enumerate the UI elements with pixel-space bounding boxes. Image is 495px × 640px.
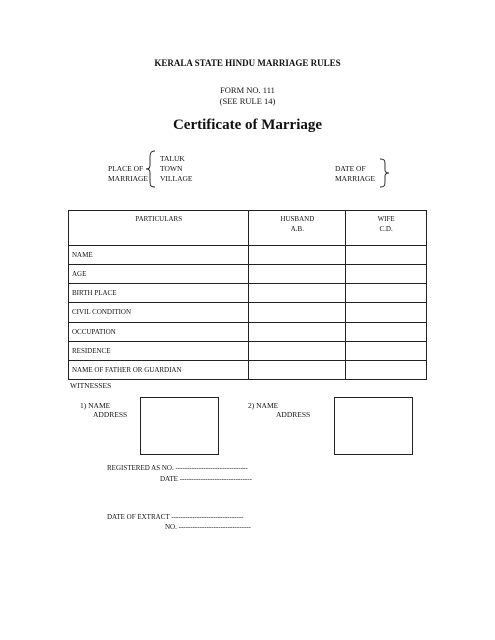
wife-name-cell[interactable]	[346, 246, 427, 265]
registered-as-line: REGISTERED AS NO. -------------------------------	[107, 464, 248, 472]
row-label-occupation: OCCUPATION	[69, 322, 249, 341]
table-row	[69, 303, 427, 322]
wife-occupation-cell[interactable]	[346, 322, 427, 341]
table-row	[69, 265, 427, 284]
registration-date-line: DATE -------------------------------	[160, 475, 252, 483]
date-of-label-line2: MARRIAGE	[335, 174, 376, 183]
witness1-signature-box[interactable]	[140, 397, 219, 455]
wife-father-guardian-cell[interactable]	[346, 360, 427, 379]
table-row	[69, 284, 427, 303]
witness2-address-label: ADDRESS	[276, 410, 311, 419]
row-label-age: AGE	[69, 265, 249, 284]
husband-birth-place-cell[interactable]	[249, 284, 346, 303]
table-row	[69, 341, 427, 360]
wife-residence-cell[interactable]	[346, 341, 427, 360]
date-brace	[378, 158, 392, 188]
extract-number-line: NO. -------------------------------	[165, 523, 251, 531]
husband-father-guardian-cell[interactable]	[249, 360, 346, 379]
header-particulars: PARTICULARS	[69, 211, 249, 246]
table-row	[69, 322, 427, 341]
row-label-father-guardian: NAME OF FATHER OR GUARDIAN	[69, 360, 249, 379]
table-row	[69, 246, 427, 265]
husband-civil-condition-cell[interactable]	[249, 303, 346, 322]
row-label-civil-condition: CIVIL CONDITION	[69, 303, 249, 322]
husband-name-cell[interactable]	[249, 246, 346, 265]
witnesses-label: WITNESSES	[70, 381, 112, 390]
certificate-title: Certificate of Marriage	[172, 117, 323, 133]
husband-age-cell[interactable]	[249, 265, 346, 284]
wife-civil-condition-cell[interactable]	[346, 303, 427, 322]
wife-age-cell[interactable]	[346, 265, 427, 284]
place-brace	[144, 150, 158, 188]
header-wife: WIFE C.D.	[346, 211, 427, 246]
husband-occupation-cell[interactable]	[249, 322, 346, 341]
place-option-village: VILLAGE	[160, 174, 193, 183]
table-row	[69, 360, 427, 379]
place-option-town: TOWN	[160, 164, 183, 173]
row-label-name: NAME	[69, 246, 249, 265]
witness1-address-label: ADDRESS	[93, 410, 128, 419]
particulars-table	[68, 210, 427, 380]
place-of-label-line1: PLACE OF	[108, 164, 144, 173]
header-husband: HUSBAND A.B.	[249, 211, 346, 246]
row-label-residence: RESIDENCE	[69, 341, 249, 360]
husband-residence-cell[interactable]	[249, 341, 346, 360]
rule-reference: (SEE RULE 14)	[219, 96, 276, 106]
place-option-taluk: TALUK	[160, 154, 185, 163]
witness2-signature-box[interactable]	[334, 397, 413, 455]
marriage-label-line2: MARRIAGE	[108, 174, 149, 183]
date-of-label-line1: DATE OF	[335, 164, 366, 173]
witness1-name-label: 1) NAME	[80, 401, 111, 410]
form-number: FORM NO. 111	[220, 85, 275, 95]
date-of-extract-line: DATE OF EXTRACT -------------------------------	[107, 513, 244, 521]
form-title: KERALA STATE HINDU MARRIAGE RULES	[154, 58, 341, 68]
wife-birth-place-cell[interactable]	[346, 284, 427, 303]
row-label-birth-place: BIRTH PLACE	[69, 284, 249, 303]
witness2-name-label: 2) NAME	[248, 401, 279, 410]
